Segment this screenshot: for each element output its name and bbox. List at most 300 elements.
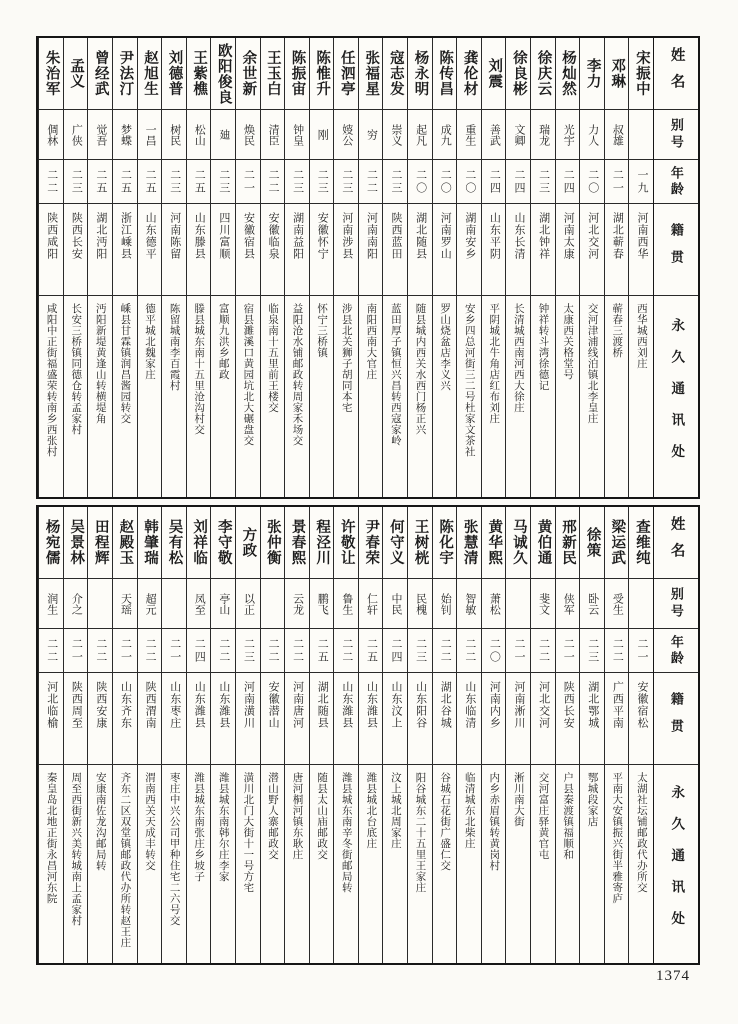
- entry-column: [555, 507, 580, 963]
- header-age-label: 年龄: [654, 629, 698, 673]
- entry-origin: 安徽潜山: [261, 673, 285, 765]
- entry-origin: 陕西长安: [64, 204, 88, 296]
- entry-origin: 陕西蓝田: [383, 204, 407, 296]
- entry-name: 邓琳: [605, 38, 629, 110]
- entry-column: [407, 38, 432, 497]
- entry-age: 二一: [506, 629, 530, 673]
- entry-age: 二一: [113, 629, 137, 673]
- entry-alias: 超元: [138, 579, 162, 629]
- entry-column: [407, 507, 432, 963]
- entry-column: [186, 38, 211, 497]
- entry-column: [63, 507, 88, 963]
- entry-address: 渭南西关天成丰转交: [143, 772, 155, 871]
- entry-origin: 安徽怀宁: [310, 204, 334, 296]
- entry-address: 平阴城北牛角店红布刘庄: [488, 303, 500, 424]
- entry-alias: 倜林: [39, 110, 63, 160]
- entry-address: 太康西关格堂号: [562, 303, 574, 380]
- entry-name: 查维纯: [629, 507, 653, 579]
- entry-alias: 侠军: [556, 579, 580, 629]
- entry-name: 杨永明: [408, 38, 432, 110]
- entry-address: 潜山野人寨邮政交: [266, 772, 278, 860]
- header-age-label: 年龄: [654, 160, 698, 204]
- entry-name: 张福星: [359, 38, 383, 110]
- entry-column: [604, 38, 629, 497]
- entry-column: [333, 507, 358, 963]
- entry-name: 程泾川: [310, 507, 334, 579]
- entry-age: 二一: [556, 629, 580, 673]
- entry-name: 尹法汀: [113, 38, 137, 110]
- entry-alias: 㛮公: [334, 110, 358, 160]
- entry-name: 陈传昌: [433, 38, 457, 110]
- entry-column: [456, 38, 481, 497]
- entry-address: 汶上城北周家庄: [389, 772, 401, 849]
- entry-age: 二〇: [482, 629, 506, 673]
- entry-column: [481, 507, 506, 963]
- entry-alias: 受生: [605, 579, 629, 629]
- entry-address: 钟祥转斗湾徐德记: [537, 303, 549, 391]
- entry-column: [604, 507, 629, 963]
- entry-column: [284, 507, 309, 963]
- entry-column: [530, 507, 555, 963]
- entry-address: 西华城西刘庄: [635, 303, 647, 369]
- entry-column: [456, 507, 481, 963]
- entry-address: 随县太山庙邮政交: [316, 772, 328, 860]
- entry-name: 刘震: [482, 38, 506, 110]
- entry-age: 二〇: [580, 160, 604, 204]
- entry-alias: 松山: [187, 110, 211, 160]
- entry-age: 二二: [261, 629, 285, 673]
- entry-origin: 湖北蕲春: [605, 204, 629, 296]
- header-address-label: 永久通讯处: [654, 765, 698, 963]
- entry-name: 许敬让: [334, 507, 358, 579]
- entry-age: 二二: [211, 629, 235, 673]
- entry-age: 二三: [408, 629, 432, 673]
- header-origin-label: 籍贯: [654, 204, 698, 296]
- entry-alias: 刚: [310, 110, 334, 160]
- entry-address: 蓝田厚子镇恒兴昌转西寇家岭: [389, 303, 401, 446]
- header-alias-label: 别号: [654, 579, 698, 629]
- entry-name: 王紫樵: [187, 38, 211, 110]
- entry-origin: 河南淅川: [506, 673, 530, 765]
- entry-name: 张仲衡: [261, 507, 285, 579]
- entry-origin: 河南潢川: [236, 673, 260, 765]
- entry-name: 刘德普: [162, 38, 186, 110]
- entry-name: 何守义: [383, 507, 407, 579]
- entry-age: 二一: [605, 160, 629, 204]
- entry-column: [382, 507, 407, 963]
- entry-column: [579, 38, 604, 497]
- entry-column: [505, 38, 530, 497]
- entry-origin: 四川富顺: [211, 204, 235, 296]
- entry-column: [309, 38, 334, 497]
- entry-column: [358, 38, 383, 497]
- entry-alias: 天瑶: [113, 579, 137, 629]
- entry-origin: 湖南安乡: [457, 204, 481, 296]
- entry-origin: 山东潍县: [334, 673, 358, 765]
- entry-address: 南阳西南大官庄: [365, 303, 377, 380]
- entry-column: [284, 38, 309, 497]
- entry-column: [628, 507, 653, 963]
- entry-name: 黄华熙: [482, 507, 506, 579]
- entry-age: 二三: [334, 160, 358, 204]
- entry-name: 田程辉: [88, 507, 112, 579]
- entry-address: 富顺九洪乡邮政: [217, 303, 229, 380]
- entry-column: [186, 507, 211, 963]
- entry-origin: 河南内乡: [482, 673, 506, 765]
- entry-age: 二一: [64, 629, 88, 673]
- entry-alias: 凤至: [187, 579, 211, 629]
- entry-alias: [88, 579, 112, 629]
- entry-column: [112, 38, 137, 497]
- entry-address: 蕲春三渡桥: [611, 303, 623, 358]
- entry-origin: 浙江嵊县: [113, 204, 137, 296]
- entry-column: [161, 38, 186, 497]
- entry-alias: [261, 579, 285, 629]
- entry-origin: 山东潍县: [187, 673, 211, 765]
- entry-name: 陈化宇: [433, 507, 457, 579]
- header-name-label: 姓名: [654, 507, 698, 579]
- entry-alias: 润生: [39, 579, 63, 629]
- entry-address: 安康南佐龙沟邮局转: [94, 772, 106, 871]
- entry-address: 齐东二区双堂镇邮政代办所转赵王庄: [119, 772, 131, 948]
- entry-column: [87, 507, 112, 963]
- entry-age: 二二: [605, 629, 629, 673]
- entry-alias: 中民: [383, 579, 407, 629]
- entry-age: 二三: [580, 629, 604, 673]
- entry-alias: [629, 110, 653, 160]
- entry-name: 龚伦材: [457, 38, 481, 110]
- entry-column: [210, 38, 235, 497]
- entry-address: 潍县城东南辛冬街邮局转: [340, 772, 352, 893]
- entry-address: 罗山烧盆店李义兴: [439, 303, 451, 391]
- entry-alias: 萧松: [482, 579, 506, 629]
- entry-name: 杨宛儒: [39, 507, 63, 579]
- entry-age: 二二: [261, 160, 285, 204]
- entry-alias: 民槐: [408, 579, 432, 629]
- entry-address: 交河富庄驿黄官屯: [537, 772, 549, 860]
- entry-origin: 河南唐河: [285, 673, 309, 765]
- entry-age: 二二: [457, 629, 481, 673]
- entry-age: 二五: [113, 160, 137, 204]
- entry-alias: 介之: [64, 579, 88, 629]
- entry-address: 太湖社坛铺邮政代办所交: [635, 772, 647, 893]
- entry-column: [530, 38, 555, 497]
- entry-origin: 湖北鄂城: [580, 673, 604, 765]
- entry-address: 潍县城东南韩尔庄李家: [217, 772, 229, 882]
- entry-age: 二三: [285, 160, 309, 204]
- entry-address: 潍县城北台底庄: [365, 772, 377, 849]
- entry-column: [432, 38, 457, 497]
- entry-alias: 卧云: [580, 579, 604, 629]
- entry-name: 徐良彬: [506, 38, 530, 110]
- entry-address: 涉县北关狮子胡同本宅: [340, 303, 352, 413]
- entry-age: 二四: [187, 629, 211, 673]
- register-table-bottom: [36, 505, 700, 965]
- entry-age: 二二: [433, 629, 457, 673]
- entry-name: 陈振宙: [285, 38, 309, 110]
- entry-alias: 文卿: [506, 110, 530, 160]
- entry-origin: 河南陈留: [162, 204, 186, 296]
- entry-address: 潍县城东南张庄乡坡子: [193, 772, 205, 882]
- entry-origin: 湖北沔阳: [88, 204, 112, 296]
- entry-alias: 树民: [162, 110, 186, 160]
- entry-name: 赵旭生: [138, 38, 162, 110]
- entry-column: [210, 507, 235, 963]
- entry-origin: 山东潍县: [211, 673, 235, 765]
- entry-alias: 瑞龙: [531, 110, 555, 160]
- entry-alias: 觉吾: [88, 110, 112, 160]
- entry-origin: 山东长清: [506, 204, 530, 296]
- entry-name: 徐策: [580, 507, 604, 579]
- entry-name: 寇志发: [383, 38, 407, 110]
- entry-name: 赵殿玉: [113, 507, 137, 579]
- entry-name: 王树桄: [408, 507, 432, 579]
- entry-origin: 山东枣庄: [162, 673, 186, 765]
- entry-origin: 安徽宿县: [236, 204, 260, 296]
- entry-origin: 河北临榆: [39, 673, 63, 765]
- entry-name: 梁运武: [605, 507, 629, 579]
- entry-age: 二三: [162, 160, 186, 204]
- entry-alias: 斐文: [531, 579, 555, 629]
- entry-alias: 成九: [433, 110, 457, 160]
- entry-origin: 河北交河: [580, 204, 604, 296]
- entry-origin: 山东潍县: [359, 673, 383, 765]
- entry-column: [358, 507, 383, 963]
- entry-name: 任泗亭: [334, 38, 358, 110]
- entry-name: 马诚久: [506, 507, 530, 579]
- entry-origin: 陕西咸阳: [39, 204, 63, 296]
- entry-age: 二三: [64, 160, 88, 204]
- entry-column: [382, 38, 407, 497]
- entry-address: 交河津浦线泊镇北李皇庄: [586, 303, 598, 424]
- entry-age: 二二: [39, 160, 63, 204]
- entry-age: 二四: [556, 160, 580, 204]
- entry-origin: 山东临清: [457, 673, 481, 765]
- entry-alias: 广侠: [64, 110, 88, 160]
- entry-origin: 山东滕县: [187, 204, 211, 296]
- entry-origin: 河南太康: [556, 204, 580, 296]
- entry-alias: 云龙: [285, 579, 309, 629]
- entry-column: [505, 507, 530, 963]
- entry-address: 怀宁三桥镇: [316, 303, 328, 358]
- entry-column: [87, 38, 112, 497]
- entry-origin: 陕西渭南: [138, 673, 162, 765]
- entry-name: 朱治军: [39, 38, 63, 110]
- entry-address: 沔阳新堤黄逢山转横堤角: [94, 303, 106, 424]
- entry-alias: [162, 579, 186, 629]
- entry-name: 邢新民: [556, 507, 580, 579]
- entry-name: 张慧清: [457, 507, 481, 579]
- entry-name: 李力: [580, 38, 604, 110]
- entry-column: [112, 507, 137, 963]
- header-origin-label: 籍贯: [654, 673, 698, 765]
- entry-name: 杨灿然: [556, 38, 580, 110]
- entry-column: [260, 507, 285, 963]
- header-alias-label: 别号: [654, 110, 698, 160]
- entry-age: 二一: [629, 629, 653, 673]
- entry-address: 潢川北门大街十一号方宅: [242, 772, 254, 893]
- entry-column: [38, 507, 63, 963]
- entry-alias: 始钊: [433, 579, 457, 629]
- entry-address: 宿县濉溪口黄园坑北大碾盘交: [242, 303, 254, 446]
- header-name-label: 姓名: [654, 38, 698, 110]
- entry-column: [161, 507, 186, 963]
- entry-column: [235, 38, 260, 497]
- entry-origin: 陕西周至: [64, 673, 88, 765]
- entry-age: 二三: [383, 160, 407, 204]
- entry-column: [579, 507, 604, 963]
- entry-address: 临泉南十五里前王楼交: [266, 303, 278, 413]
- entry-address: 周至西街新兴美转城南上孟家村: [70, 772, 82, 926]
- entry-name: 王玉白: [261, 38, 285, 110]
- entry-alias: 清臣: [261, 110, 285, 160]
- entry-columns-top: [38, 38, 653, 497]
- entry-address: 德平城北魏家庄: [143, 303, 155, 380]
- entry-address: 枣庄中兴公司甲种住宅二六号交: [168, 772, 180, 926]
- entry-name: 曾经武: [88, 38, 112, 110]
- register-table-top: [36, 36, 700, 499]
- entry-age: 二三: [236, 629, 260, 673]
- entry-name: 刘祥临: [187, 507, 211, 579]
- entry-name: 宋振中: [629, 38, 653, 110]
- entry-address: 户县秦渡镇福顺和: [562, 772, 574, 860]
- entry-age: 一九: [629, 160, 653, 204]
- entry-name: 方政: [236, 507, 260, 579]
- entry-origin: 河南西华: [629, 204, 653, 296]
- entry-name: 欧阳俊良: [211, 38, 235, 110]
- entry-origin: 湖南益阳: [285, 204, 309, 296]
- entry-alias: [506, 579, 530, 629]
- entry-address: 淅川南大街: [512, 772, 524, 827]
- entry-alias: 起凡: [408, 110, 432, 160]
- entry-origin: 河南涉县: [334, 204, 358, 296]
- entry-age: 二四: [506, 160, 530, 204]
- entry-address: 滕县城东南十五里沧沟村交: [193, 303, 205, 435]
- entry-age: 二二: [285, 629, 309, 673]
- entry-alias: 力人: [580, 110, 604, 160]
- entry-address: 益阳沧水铺邮政转周家禾场交: [291, 303, 303, 446]
- entry-name: 景春熙: [285, 507, 309, 579]
- entry-alias: 以正: [236, 579, 260, 629]
- entry-origin: 湖北钟祥: [531, 204, 555, 296]
- entry-alias: 鹏飞: [310, 579, 334, 629]
- entry-column: [309, 507, 334, 963]
- entry-age: 二二: [359, 160, 383, 204]
- entry-age: 二二: [88, 629, 112, 673]
- entry-age: 二四: [482, 160, 506, 204]
- entry-age: 二五: [187, 160, 211, 204]
- entry-alias: 钟皇: [285, 110, 309, 160]
- entry-name: 吴有松: [162, 507, 186, 579]
- entry-address: 唐河桐河镇东耿庄: [291, 772, 303, 860]
- entry-alias: 亭山: [211, 579, 235, 629]
- entry-origin: 湖北谷城: [433, 673, 457, 765]
- entry-alias: 一昌: [138, 110, 162, 160]
- entry-age: 二五: [310, 629, 334, 673]
- entry-columns-bottom: [38, 507, 653, 963]
- entry-name: 徐庆云: [531, 38, 555, 110]
- entry-address: 平南大安镇振兴街半雅寄庐: [611, 772, 623, 904]
- entry-age: 二一: [162, 629, 186, 673]
- entry-age: 二二: [39, 629, 63, 673]
- entry-alias: 重生: [457, 110, 481, 160]
- entry-name: 黄伯通: [531, 507, 555, 579]
- entry-name: 孟义: [64, 38, 88, 110]
- entry-origin: 湖北随县: [310, 673, 334, 765]
- entry-address: 长清城西南河西大徐庄: [512, 303, 524, 413]
- entry-address: 随县城内西关水西门杨正兴: [414, 303, 426, 435]
- entry-age: 二〇: [408, 160, 432, 204]
- entry-column: [38, 38, 63, 497]
- entry-origin: 安徽宿松: [629, 673, 653, 765]
- entry-origin: 广西平南: [605, 673, 629, 765]
- entry-column: [137, 507, 162, 963]
- header-column: [653, 507, 698, 963]
- entry-address: 内乡赤眉镇转黄岗村: [488, 772, 500, 871]
- entry-alias: 梦蝶: [113, 110, 137, 160]
- entry-name: 余世新: [236, 38, 260, 110]
- entry-age: 二二: [334, 629, 358, 673]
- entry-age: 二一: [236, 160, 260, 204]
- entry-name: 李守敬: [211, 507, 235, 579]
- entry-origin: 陕西长安: [556, 673, 580, 765]
- entry-origin: 河南罗山: [433, 204, 457, 296]
- entry-alias: 叔雄: [605, 110, 629, 160]
- entry-origin: 河北交河: [531, 673, 555, 765]
- entry-alias: 焕民: [236, 110, 260, 160]
- entry-origin: 河南南阳: [359, 204, 383, 296]
- entry-origin: 山东阳谷: [408, 673, 432, 765]
- entry-age: 二二: [531, 629, 555, 673]
- entry-name: 尹春荣: [359, 507, 383, 579]
- entry-alias: 光宇: [556, 110, 580, 160]
- entry-address: 长安三桥镇同德仓转孟家村: [70, 303, 82, 435]
- entry-age: 二三: [531, 160, 555, 204]
- entry-address: 安乡四总河街三二号杜家文茶社: [463, 303, 475, 457]
- entry-age: 二五: [138, 160, 162, 204]
- entry-alias: [629, 579, 653, 629]
- entry-origin: 山东平阴: [482, 204, 506, 296]
- entry-origin: 湖北随县: [408, 204, 432, 296]
- entry-alias: 善武: [482, 110, 506, 160]
- entry-age: 二二: [138, 629, 162, 673]
- entry-address: 临清城东北柴庄: [463, 772, 475, 849]
- entry-column: [628, 38, 653, 497]
- entry-name: 陈惟升: [310, 38, 334, 110]
- entry-age: 二五: [359, 629, 383, 673]
- entry-origin: 山东齐东: [113, 673, 137, 765]
- entry-column: [63, 38, 88, 497]
- entry-origin: 安徽临泉: [261, 204, 285, 296]
- entry-address: 咸阳中正街福盛荣转南乡西张村: [45, 303, 57, 457]
- entry-alias: 智敏: [457, 579, 481, 629]
- entry-origin: 陕西安康: [88, 673, 112, 765]
- entry-alias: 仁轩: [359, 579, 383, 629]
- entry-age: 二〇: [433, 160, 457, 204]
- header-column: [653, 38, 698, 497]
- entry-origin: 山东德平: [138, 204, 162, 296]
- entry-alias: 崇义: [383, 110, 407, 160]
- entry-column: [333, 38, 358, 497]
- entry-age: 二〇: [457, 160, 481, 204]
- entry-name: 吴景林: [64, 507, 88, 579]
- entry-age: 二四: [383, 629, 407, 673]
- entry-address: 嵊县甘霖镇润昌酱园转交: [119, 303, 131, 424]
- entry-column: [260, 38, 285, 497]
- entry-alias: 鲁生: [334, 579, 358, 629]
- entry-address: 阳谷城东二十五里王家庄: [414, 772, 426, 893]
- page-number: 1374: [656, 968, 690, 984]
